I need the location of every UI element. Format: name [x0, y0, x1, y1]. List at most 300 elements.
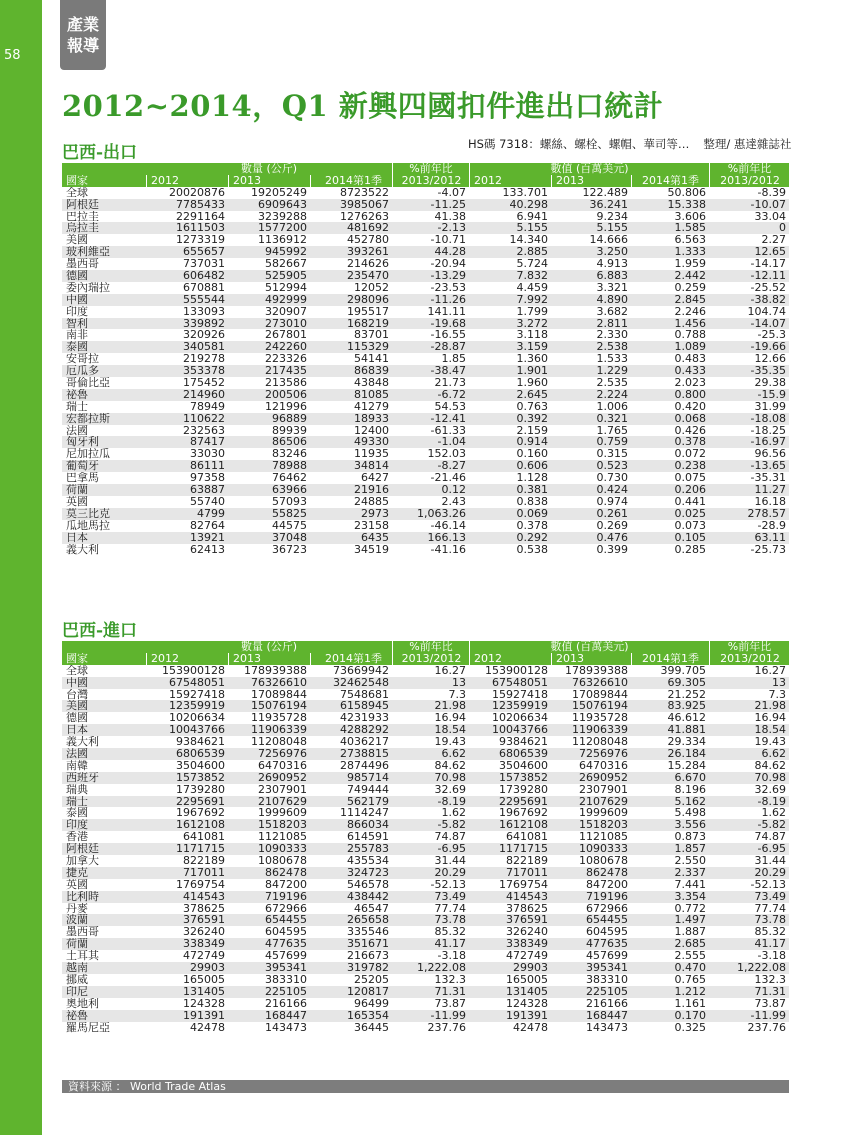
value-cell: 1.089	[674, 341, 706, 354]
value-cell: 216166	[586, 997, 628, 1010]
value-cell: -61.33	[430, 424, 466, 437]
value-cell: 143473	[586, 1021, 628, 1034]
country-cell: 全球	[66, 664, 88, 677]
value-cell: -6.72	[437, 388, 466, 401]
value-cell: 76326610	[251, 676, 307, 689]
country-cell: 印度	[66, 819, 88, 832]
value-cell: -13.29	[430, 270, 466, 282]
value-cell: 3239288	[258, 210, 307, 223]
value-cell: 225105	[586, 985, 628, 998]
table-row	[62, 974, 789, 986]
value-cell: 17089844	[251, 688, 307, 701]
table-row	[62, 700, 789, 712]
value-cell: 16.27	[754, 664, 786, 677]
country-cell: 法國	[66, 424, 88, 437]
value-cell: 0.772	[674, 902, 706, 915]
value-cell: 1.456	[674, 317, 706, 330]
value-cell: 2.337	[674, 866, 706, 879]
value-cell: 13	[772, 676, 786, 689]
country-cell: 葡萄牙	[66, 460, 99, 473]
value-cell: 81085	[354, 388, 389, 401]
value-cell: 21.98	[434, 700, 466, 713]
value-cell: 477635	[265, 938, 307, 951]
value-cell: 89939	[272, 424, 307, 437]
value-cell: 32.69	[434, 783, 466, 796]
table-row	[62, 879, 789, 891]
value-cell: 672966	[265, 902, 307, 915]
value-cell: 3.606	[674, 210, 706, 223]
table-row	[62, 234, 789, 246]
value-cell: 12.65	[754, 246, 786, 259]
value-cell: 1.959	[674, 258, 706, 271]
value-cell: 85.32	[754, 926, 786, 939]
country-cell: 墨西哥	[66, 926, 99, 939]
value-cell: 2.224	[596, 388, 628, 401]
table-row	[62, 389, 789, 401]
value-cell: 21.252	[667, 688, 706, 701]
value-cell: 8723522	[340, 186, 389, 199]
value-cell: 6.883	[596, 270, 628, 282]
value-cell: 1.006	[596, 400, 628, 413]
value-cell: 133093	[183, 305, 225, 318]
value-cell: -8.19	[437, 795, 466, 808]
country-cell: 尼加拉瓜	[66, 448, 110, 461]
value-cell: 1.360	[516, 353, 548, 366]
value-cell: 42478	[190, 1021, 225, 1034]
table-row	[62, 891, 789, 903]
value-cell: 55740	[190, 495, 225, 508]
value-cell: 4799	[197, 507, 225, 520]
value-cell: 96889	[272, 412, 307, 425]
country-cell: 德國	[66, 270, 88, 282]
table-row	[62, 1010, 789, 1022]
value-cell: 1136912	[258, 234, 307, 247]
value-cell: 2690952	[258, 771, 307, 784]
value-cell: 3.118	[516, 329, 548, 342]
value-cell: 512994	[265, 281, 307, 294]
value-cell: 3.250	[596, 246, 628, 259]
value-cell: 6909643	[258, 198, 307, 211]
value-cell: 0.261	[596, 507, 628, 520]
value-cell: 200506	[265, 388, 307, 401]
value-cell: 2.27	[761, 234, 786, 247]
value-cell: 5.724	[516, 258, 548, 271]
table-row	[62, 377, 789, 389]
value-cell: 395341	[586, 962, 628, 974]
hs-code-note: HS碼 7318：螺絲、螺栓、螺帽、華司等…	[468, 137, 690, 151]
value-cell: 24885	[354, 495, 389, 508]
value-cell: 44.28	[434, 246, 466, 259]
value-cell: 0.538	[516, 543, 548, 556]
table-row	[62, 294, 789, 306]
value-cell: 2307901	[258, 783, 307, 796]
value-cell: 393261	[347, 246, 389, 259]
value-cell: 278.57	[747, 507, 786, 520]
value-cell: 749444	[347, 783, 389, 796]
value-cell: 9384621	[176, 736, 225, 749]
column-header: 2012	[146, 653, 228, 665]
value-cell: 822189	[506, 855, 548, 867]
value-cell: 0.160	[516, 448, 548, 461]
value-cell: 152.03	[427, 448, 466, 461]
value-cell: 83701	[354, 329, 389, 342]
value-cell: 0.238	[674, 460, 706, 473]
value-cell: 2.685	[674, 938, 706, 951]
value-cell: 217435	[265, 365, 307, 378]
value-cell: 6470316	[258, 759, 307, 772]
value-cell: 44575	[272, 519, 307, 532]
value-cell: 29903	[190, 962, 225, 974]
value-cell: 477635	[586, 938, 628, 951]
value-cell: 20020876	[169, 186, 225, 199]
value-cell: 96499	[354, 997, 389, 1010]
value-cell: -16.97	[750, 436, 786, 449]
value-cell: 0.426	[674, 424, 706, 437]
value-cell: 70.98	[434, 771, 466, 784]
value-cell: 672966	[586, 902, 628, 915]
country-cell: 日本	[66, 724, 88, 737]
country-cell: 挪威	[66, 973, 88, 986]
value-cell: -5.82	[757, 819, 786, 832]
column-header: 2013	[551, 175, 631, 187]
value-cell: 6.941	[516, 210, 548, 223]
table-row	[62, 544, 789, 556]
value-cell: 339892	[183, 317, 225, 330]
value-cell: 54.53	[434, 400, 466, 413]
table-row	[62, 365, 789, 377]
value-cell: 717011	[506, 866, 548, 879]
value-cell: 1577200	[258, 222, 307, 235]
value-cell: 6.62	[761, 748, 786, 760]
table-row	[62, 318, 789, 330]
value-cell: 15.284	[667, 759, 706, 772]
value-cell: 1518203	[579, 819, 628, 832]
value-cell: 7548681	[340, 688, 389, 701]
value-cell: 0.424	[596, 484, 628, 496]
value-cell: 0.378	[674, 436, 706, 449]
page-number: 58	[4, 48, 21, 63]
value-cell: 1999609	[258, 807, 307, 820]
value-cell: 1612108	[499, 819, 548, 832]
value-cell: 1080678	[579, 855, 628, 867]
value-cell: 76462	[272, 472, 307, 485]
value-cell: 2.811	[596, 317, 628, 330]
value-cell: 74.87	[434, 831, 466, 844]
value-cell: 77.74	[434, 902, 466, 915]
value-cell: 4.913	[596, 258, 628, 271]
value-cell: 86111	[190, 460, 225, 473]
value-cell: 50.806	[667, 186, 706, 199]
value-cell: 237.76	[427, 1021, 466, 1034]
value-cell: 376591	[183, 914, 225, 927]
value-cell: 985714	[347, 771, 389, 784]
value-cell: -19.66	[750, 341, 786, 354]
value-cell: 121996	[265, 400, 307, 413]
country-cell: 中國	[66, 676, 88, 689]
value-cell: 3.321	[596, 281, 628, 294]
value-cell: 2295691	[499, 795, 548, 808]
country-cell: 奧地利	[66, 997, 99, 1010]
value-cell: 63.11	[754, 531, 786, 544]
value-cell: 2295691	[176, 795, 225, 808]
value-cell: 3.272	[516, 317, 548, 330]
value-cell: 0.325	[674, 1021, 706, 1034]
value-cell: 862478	[586, 866, 628, 879]
value-cell: 9384621	[499, 736, 548, 749]
country-cell: 捷克	[66, 866, 88, 879]
value-cell: 31.44	[754, 855, 786, 867]
value-cell: -25.52	[750, 281, 786, 294]
value-cell: 457699	[265, 950, 307, 963]
value-cell: 326240	[183, 926, 225, 939]
value-cell: 110622	[183, 412, 225, 425]
value-cell: 9.234	[596, 210, 628, 223]
table-row	[62, 689, 789, 701]
value-cell: 33030	[190, 448, 225, 461]
value-cell: 12359919	[169, 700, 225, 713]
column-header: 國家	[66, 652, 88, 665]
country-cell: 哥倫比亞	[66, 377, 110, 389]
value-cell: 1.497	[674, 914, 706, 927]
country-cell: 土耳其	[66, 950, 99, 963]
page-title: 2012~2014，Q1 新興四國扣件進出口統計	[62, 89, 664, 123]
value-cell: 267801	[265, 329, 307, 342]
table-row	[62, 270, 789, 282]
value-cell: 6.62	[441, 748, 466, 760]
value-cell: 73.49	[754, 890, 786, 903]
value-cell: 195517	[347, 305, 389, 318]
value-cell: 40.298	[509, 198, 548, 211]
value-cell: 0.378	[516, 519, 548, 532]
value-cell: 0.606	[516, 460, 548, 473]
value-cell: 1276263	[340, 210, 389, 223]
value-cell: 2107629	[579, 795, 628, 808]
value-cell: 2690952	[579, 771, 628, 784]
section-tab	[60, 0, 106, 70]
value-cell: -5.82	[437, 819, 466, 832]
table-row	[62, 353, 789, 365]
value-cell: 46.612	[667, 712, 706, 725]
country-cell: 法國	[66, 748, 88, 760]
country-cell: 英國	[66, 495, 88, 508]
value-cell: 7785433	[176, 198, 225, 211]
table-row	[62, 199, 789, 211]
column-header: 2012	[469, 175, 551, 187]
value-cell: 16.94	[434, 712, 466, 725]
value-cell: 36.241	[589, 198, 628, 211]
table-row	[62, 784, 789, 796]
table-row	[62, 1022, 789, 1034]
value-cell: 320926	[183, 329, 225, 342]
table-row	[62, 282, 789, 294]
value-cell: 115329	[347, 341, 389, 354]
column-header: 2013	[228, 175, 310, 187]
pct-group-header: %前年比	[709, 641, 789, 653]
value-cell: -11.25	[430, 198, 466, 211]
value-cell: 1171715	[499, 843, 548, 856]
value-cell: 73.87	[434, 997, 466, 1010]
value-cell: -52.13	[750, 878, 786, 891]
value-cell: 338349	[506, 938, 548, 951]
value-cell: 862478	[265, 866, 307, 879]
value-cell: 4036217	[340, 736, 389, 749]
table-row	[62, 903, 789, 915]
value-cell: 1.333	[674, 246, 706, 259]
country-cell: 宏都拉斯	[66, 412, 110, 425]
value-cell: 6.670	[674, 771, 706, 784]
value-cell: -20.94	[430, 258, 466, 271]
value-cell: 15.338	[667, 198, 706, 211]
value-cell: 1114247	[340, 807, 389, 820]
value-cell: 19.43	[434, 736, 466, 749]
country-cell: 瓜地馬拉	[66, 519, 110, 532]
value-cell: 6435	[361, 531, 389, 544]
value-cell: 29903	[513, 962, 548, 974]
value-cell: 1,063.26	[417, 507, 466, 520]
country-cell: 安哥拉	[66, 353, 99, 366]
country-cell: 智利	[66, 317, 88, 330]
table-row	[62, 484, 789, 496]
value-cell: 32.69	[754, 783, 786, 796]
value-cell: 11935728	[572, 712, 628, 725]
value-cell: 13921	[190, 531, 225, 544]
table-row	[62, 867, 789, 879]
value-cell: 63887	[190, 484, 225, 496]
value-cell: 124328	[506, 997, 548, 1010]
value-cell: 15927418	[492, 688, 548, 701]
country-cell: 祕魯	[66, 1009, 88, 1022]
value-cell: 376591	[506, 914, 548, 927]
country-cell: 匈牙利	[66, 436, 99, 449]
value-cell: 124328	[183, 997, 225, 1010]
value-cell: 3985067	[340, 198, 389, 211]
value-cell: 378625	[506, 902, 548, 915]
column-header: 2012	[146, 175, 228, 187]
table-row	[62, 187, 789, 199]
section-tab-line-1: 產業	[66, 15, 99, 34]
value-cell: 165005	[506, 973, 548, 986]
value-cell: 2.442	[674, 270, 706, 282]
value-cell: -35.31	[750, 472, 786, 485]
value-cell: 0.483	[674, 353, 706, 366]
table-row	[62, 472, 789, 484]
value-cell: -18.08	[750, 412, 786, 425]
value-cell: 452780	[347, 234, 389, 247]
value-cell: 225105	[265, 985, 307, 998]
value-cell: 2107629	[258, 795, 307, 808]
value-cell: 2.246	[674, 305, 706, 318]
value-cell: 298096	[347, 293, 389, 306]
column-header: 2014第1季	[631, 653, 709, 665]
country-cell: 瑞典	[66, 783, 88, 796]
table-row	[62, 748, 789, 760]
value-cell: -35.35	[750, 365, 786, 378]
quantity-group-header: 數量 (公斤)	[240, 163, 298, 175]
value-cell: 10206634	[492, 712, 548, 725]
value-cell: 41.17	[754, 938, 786, 951]
value-cell: 2.645	[516, 388, 548, 401]
value-cell: 717011	[183, 866, 225, 879]
value-cell: -12.41	[430, 412, 466, 425]
value-cell: 12052	[354, 281, 389, 294]
value-cell: 2.159	[516, 424, 548, 437]
value-cell: 1999609	[579, 807, 628, 820]
country-cell: 烏拉圭	[66, 222, 99, 235]
value-cell: 26.184	[667, 748, 706, 760]
value-cell: 324723	[347, 866, 389, 879]
value-cell: 11935	[354, 448, 389, 461]
credit: 整理/ 惠達雜誌社	[703, 137, 792, 151]
country-cell: 厄瓜多	[66, 365, 99, 378]
value-cell: 0.476	[596, 531, 628, 544]
value-cell: 0.800	[674, 388, 706, 401]
value-cell: 0.315	[596, 448, 628, 461]
country-cell: 阿根廷	[66, 843, 99, 856]
value-cell: 0.12	[441, 484, 466, 496]
value-cell: 1967692	[176, 807, 225, 820]
value-cell: -11.99	[750, 1009, 786, 1022]
value-cell: 86506	[272, 436, 307, 449]
data-source-footer: 資料來源 ： World Trade Atlas	[62, 1080, 789, 1093]
value-cell: 654455	[265, 914, 307, 927]
value-cell: 2738815	[340, 748, 389, 760]
export-table	[62, 163, 789, 555]
value-cell: 641081	[183, 831, 225, 844]
value-cell: 5.162	[674, 795, 706, 808]
value-cell: 546578	[347, 878, 389, 891]
value-cell: -3.18	[437, 950, 466, 963]
column-header: 2013	[228, 653, 310, 665]
column-header: 2013/2012	[709, 175, 789, 187]
value-cell: 214960	[183, 388, 225, 401]
table-row	[62, 532, 789, 544]
table-row	[62, 772, 789, 784]
value-cell: -11.99	[430, 1009, 466, 1022]
table-row	[62, 819, 789, 831]
country-cell: 南韓	[66, 759, 88, 772]
value-cell: 1739280	[499, 783, 548, 796]
country-cell: 比利時	[66, 890, 99, 903]
value-cell: 4231933	[340, 712, 389, 725]
quantity-group-header: 數量 (公斤)	[240, 641, 298, 653]
value-cell: 438442	[347, 890, 389, 903]
value-cell: -23.53	[430, 281, 466, 294]
value-cell: 562179	[347, 795, 389, 808]
value-cell: -25.3	[757, 329, 786, 342]
side-color-bar	[0, 0, 42, 1135]
value-cell: 29.334	[667, 736, 706, 749]
country-cell: 阿根廷	[66, 198, 99, 211]
value-cell: 34814	[354, 460, 389, 473]
country-cell: 委內瑞拉	[66, 281, 110, 294]
value-cell: 141.11	[427, 305, 466, 318]
country-cell: 全球	[66, 186, 88, 199]
value-cell: -18.25	[750, 424, 786, 437]
value-cell: 235470	[347, 270, 389, 282]
value-cell: 19.43	[754, 736, 786, 749]
value-cell: 57093	[272, 495, 307, 508]
value-cell: 0.292	[516, 531, 548, 544]
value-cell: 143473	[265, 1021, 307, 1034]
value-cell: 14.340	[509, 234, 548, 247]
value-cell: 178939388	[244, 664, 307, 677]
value-cell: 67548051	[492, 676, 548, 689]
value-cell: 641081	[506, 831, 548, 844]
value-cell: 1.887	[674, 926, 706, 939]
pct-group-header: %前年比	[392, 641, 469, 653]
value-cell: 1121085	[579, 831, 628, 844]
export-section-title: 巴西-出口	[62, 143, 138, 163]
